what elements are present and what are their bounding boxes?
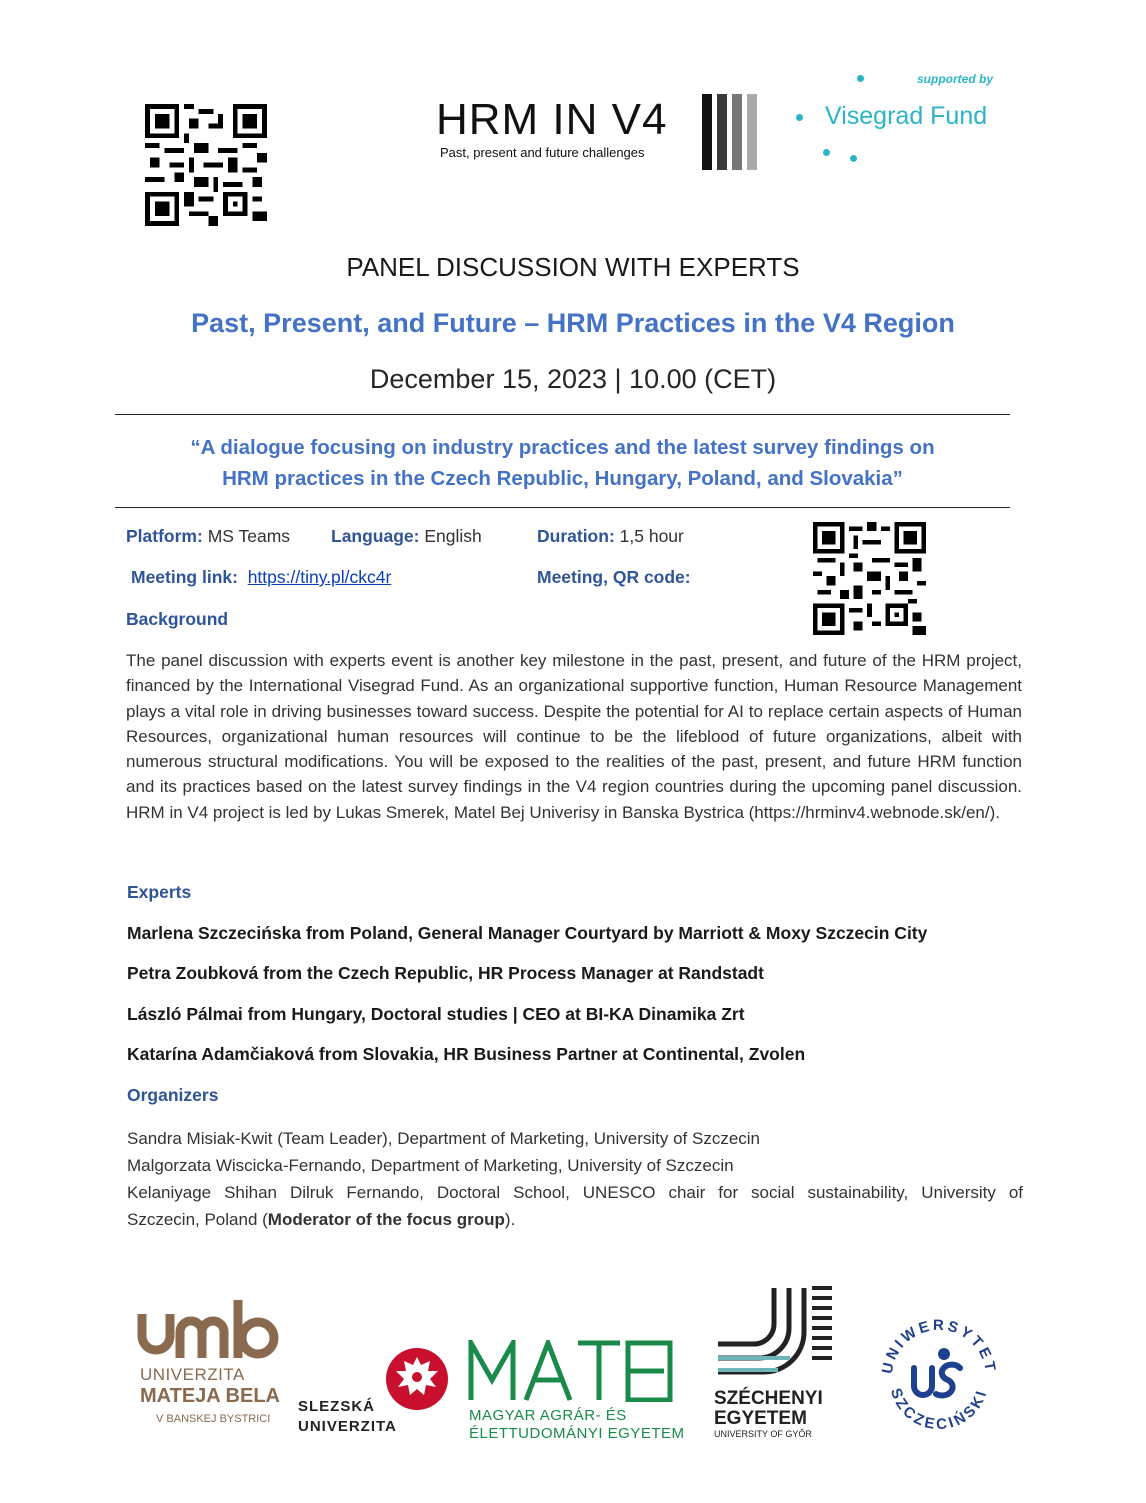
divider — [115, 507, 1010, 508]
expert-item: Katarína Adamčiaková from Slovakia, HR Business Partner at Continental, Zvolen — [127, 1044, 806, 1064]
umb-line1: UNIVERZITA — [140, 1365, 245, 1384]
organizer-text: ). — [504, 1210, 516, 1229]
mate-line2: ÉLETTUDOMÁNYI EGYETEM — [469, 1425, 685, 1442]
expert-item: László Pálmai from Hungary, Doctoral studies | CEO at BI-KA Dinamika Zrt — [127, 1004, 745, 1024]
sze-line1: SZÉCHENYI — [714, 1388, 823, 1409]
event-subtitle: Past, Present, and Future – HRM Practices in the V4 Region — [191, 308, 955, 338]
meeting-link-label: Meeting link: — [131, 567, 238, 587]
duration-info — [537, 526, 684, 547]
hrm-v4-logo — [436, 94, 766, 174]
background-text: The panel discussion with experts event is another key milestone in the past, present, and future of the HRM project, financed by the International Visegrad Fund. As an organizational supportive function, Human Resource Management plays a vital role in driving businesses toward success. Despite the potential for AI to replace certain aspects of Human Resources, organizational human resources will continue to be the lifeblood of future organizations, albeit with numerous structural modifications. You will be exposed to the realities of the past, present, and future HRM function and its practices based on the latest survey findings in the V4 region countries during the upcoming panel discussion. HRM in V4 project is led by Lukas Smerek, Matel Bej Univerisy in Banska Bystrica (https://hrminv4.webnode.sk/en/). — [126, 651, 1022, 822]
visegrad-dot-icon — [857, 75, 864, 82]
quote-line: “A dialogue focusing on industry practices and the latest survey findings on — [190, 436, 935, 459]
silesian-eagle-icon — [384, 1345, 450, 1413]
uniwersytet-szczecinski-seal-icon — [872, 1310, 1006, 1444]
svg-text:UNIWERSYTET: UNIWERSYTET — [878, 1316, 1000, 1376]
experts-heading: Experts — [127, 882, 192, 902]
platform-info — [126, 526, 290, 547]
organizer-text: Szczecin, Poland ( — [127, 1210, 268, 1229]
visegrad-dot-icon — [796, 114, 803, 121]
su-line2: UNIVERZITA — [298, 1418, 397, 1435]
meeting-link-info — [131, 567, 391, 588]
language-label: Language: — [331, 526, 420, 546]
szechenyi-logo-icon — [714, 1284, 834, 1384]
meeting-link[interactable]: https://tiny.pl/ckc4r — [247, 567, 392, 587]
quote-line: HRM practices in the Czech Republic, Hungary, Poland, and Slovakia” — [222, 467, 903, 490]
sze-line2: EGYETEM — [714, 1408, 807, 1429]
hrm-logo-subtitle: Past, present and future challenges — [440, 145, 645, 160]
event-quote — [115, 432, 1010, 494]
mate-logo-icon — [468, 1340, 673, 1402]
duration-label: Duration: — [537, 526, 615, 546]
meeting-qr-info — [537, 567, 691, 588]
sponsor-supported-label: supported by — [917, 72, 994, 86]
background-heading: Background — [126, 609, 229, 629]
platform-label: Platform: — [126, 526, 203, 546]
umb-line2: MATEJA BELA — [140, 1385, 280, 1407]
event-date: December 15, 2023 | 10.00 (CET) — [369, 364, 777, 394]
hrm-logo-title: HRM IN V4 — [436, 95, 668, 144]
language-value: English — [424, 526, 482, 546]
event-title: PANEL DISCUSSION WITH EXPERTS — [346, 252, 800, 282]
moderator-label: Moderator of the focus group — [267, 1210, 505, 1229]
sze-line3: UNIVERSITY OF GYŐR — [714, 1429, 812, 1439]
umb-logo-icon — [136, 1300, 284, 1360]
duration-value: 1,5 hour — [619, 526, 684, 546]
platform-value: MS Teams — [207, 526, 291, 546]
organizer-item-continued — [127, 1206, 1023, 1233]
su-line1: SLEZSKÁ — [298, 1398, 376, 1415]
organizers-list — [127, 1125, 1023, 1233]
qr-code-icon — [145, 104, 267, 226]
mate-line1: MAGYAR AGRÁR- ÉS — [469, 1407, 627, 1424]
logo-bars-icon — [702, 94, 760, 170]
language-info — [331, 526, 482, 547]
visegrad-dot-icon — [823, 149, 830, 156]
visegrad-dot-icon — [850, 155, 857, 162]
visegrad-fund-logo: Visegrad Fund — [825, 102, 988, 130]
umb-line3: V BANSKEJ BYSTRICI — [156, 1413, 271, 1425]
expert-item: Petra Zoubková from the Czech Republic, HR Process Manager at Randstadt — [127, 963, 764, 983]
expert-item: Marlena Szczecińska from Poland, General Manager Courtyard by Marriott & Moxy Szczecin City — [127, 923, 928, 943]
meeting-qr-label: Meeting, QR code: — [537, 567, 691, 587]
divider — [115, 414, 1010, 415]
meeting-qr-code-icon — [813, 522, 926, 635]
svg-text:SZCZECIŃSKI: SZCZECIŃSKI — [886, 1385, 991, 1434]
organizer-item: Sandra Misiak-Kwit (Team Leader), Department of Marketing, University of Szczecin — [127, 1129, 761, 1148]
organizers-heading: Organizers — [127, 1085, 219, 1105]
organizer-item: Malgorzata Wiscicka-Fernando, Department of Marketing, University of Szczecin — [127, 1156, 734, 1175]
organizer-item: Kelaniyage Shihan Dilruk Fernando, Doctoral School, UNESCO chair for social sustainability, University of — [127, 1183, 1023, 1202]
